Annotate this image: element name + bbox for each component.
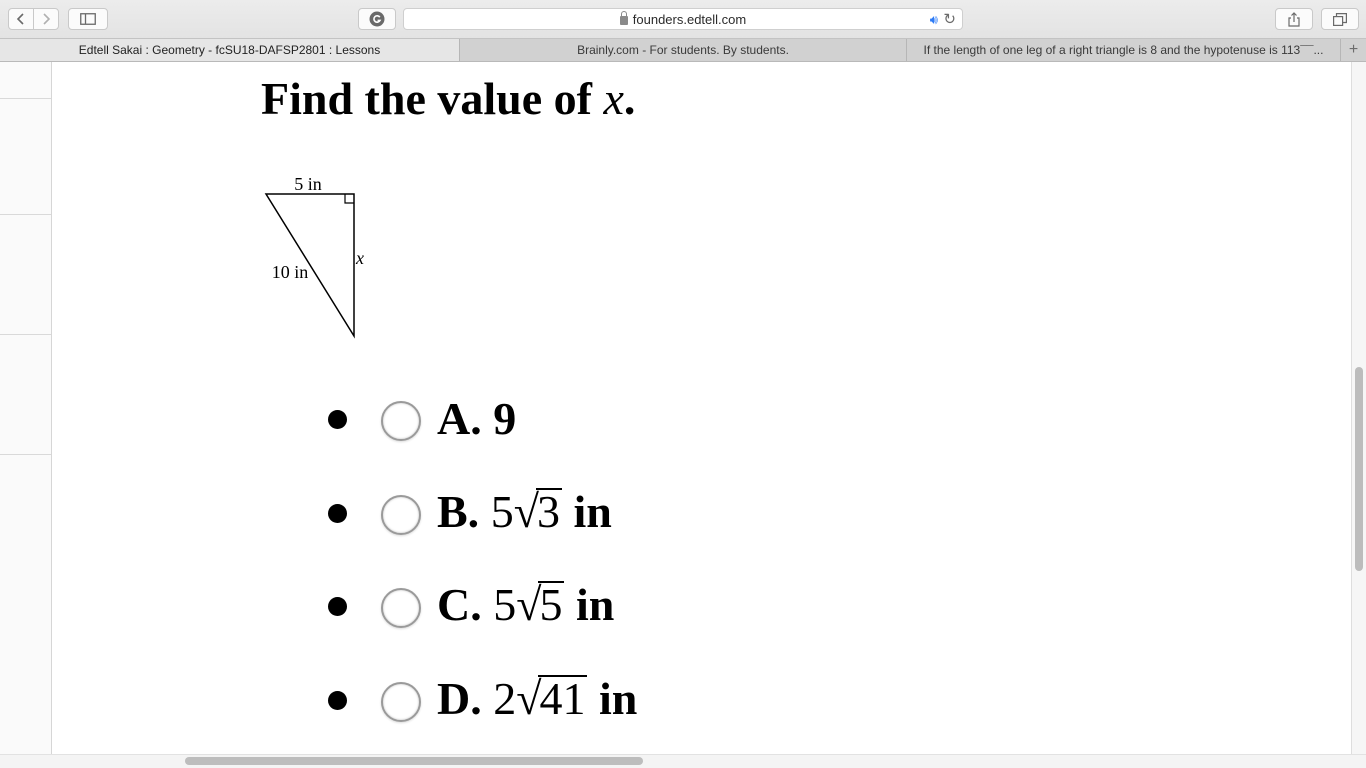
tabs-overview-icon [1333, 13, 1347, 26]
hypotenuse-label: 10 in [271, 262, 309, 282]
radio-option-b[interactable] [381, 495, 421, 535]
plus-icon: + [1348, 41, 1359, 58]
bullet [328, 504, 347, 523]
rail-divider [0, 454, 51, 455]
radicand: 3 [536, 486, 560, 537]
vertical-scrollbar-thumb[interactable] [1355, 367, 1363, 571]
radio-option-c[interactable] [381, 588, 421, 628]
option-value: 9 [493, 393, 517, 444]
new-tab-button[interactable] [1341, 39, 1366, 61]
square-root [516, 675, 587, 722]
browser-toolbar [0, 0, 1366, 38]
square-root [516, 581, 564, 628]
option-letter: D. [437, 673, 482, 724]
option-a-text [437, 393, 517, 444]
tab-brainly[interactable] [460, 39, 907, 61]
rail-divider [0, 334, 51, 335]
grammarly-icon [369, 11, 385, 27]
url-text: founders.edtell.com [632, 11, 747, 27]
option-letter: C. [437, 579, 482, 630]
option-unit: in [573, 486, 612, 537]
lock-icon [620, 16, 628, 25]
share-icon [1288, 12, 1300, 27]
tab-edtell-sakai[interactable] [0, 39, 460, 61]
right-triangle-figure [258, 170, 378, 345]
rail-divider [0, 214, 51, 215]
tab-label: Edtell Sakai : Geometry - fcSU18-DAFSP2801 : Lessons [78, 43, 381, 57]
option-d-text [437, 675, 637, 722]
option-letter: B. [437, 486, 480, 537]
address-bar[interactable] [403, 8, 963, 30]
tab-label: If the length of one leg of a right triangle is 8 and the hypotenuse is 113¯¯... [923, 43, 1324, 57]
sidebar-toggle-button[interactable] [68, 8, 108, 30]
radicand: 41 [539, 673, 586, 724]
tab-bar [0, 38, 1366, 62]
share-button[interactable] [1275, 8, 1313, 30]
horizontal-scrollbar-thumb[interactable] [185, 757, 643, 765]
option-coefficient: 5 [490, 486, 514, 537]
forward-button[interactable] [33, 8, 59, 30]
radical-sign: √ [513, 486, 539, 537]
option-unit: in [598, 673, 638, 724]
speaker-icon[interactable]: 🔊︎ [929, 12, 938, 27]
radio-option-a[interactable] [381, 401, 421, 441]
rail-divider [0, 98, 51, 99]
square-root [514, 488, 562, 535]
sidebar-icon [80, 13, 96, 25]
bullet [328, 691, 347, 710]
option-c-text [437, 581, 614, 628]
tab-overview-button[interactable] [1321, 8, 1359, 30]
question-title-text: Find the value of [261, 73, 604, 124]
radio-option-d[interactable] [381, 682, 421, 722]
left-navigation-rail [0, 62, 52, 754]
reload-icon[interactable]: ↻ [943, 11, 956, 28]
radical-sign: √ [516, 673, 542, 724]
question-title-period: . [623, 73, 636, 124]
option-letter: A. [437, 393, 482, 444]
radical-sign: √ [516, 579, 542, 630]
question-title [261, 72, 635, 125]
option-coefficient: 5 [493, 579, 517, 630]
option-coefficient: 2 [493, 673, 517, 724]
radicand: 5 [539, 579, 563, 630]
unknown-side-label: x [356, 248, 364, 268]
top-side-label: 5 in [294, 174, 322, 194]
bullet [328, 597, 347, 616]
chevron-right-icon [41, 13, 51, 25]
chevron-left-icon [16, 13, 26, 25]
tab-label: Brainly.com - For students. By students. [577, 43, 789, 57]
option-unit: in [575, 579, 615, 630]
option-b-text [437, 488, 612, 535]
right-angle-marker [345, 194, 354, 203]
back-button[interactable] [8, 8, 34, 30]
grammarly-extension-button[interactable] [358, 8, 396, 30]
tab-right-triangle-search[interactable] [907, 39, 1341, 61]
bullet [328, 410, 347, 429]
question-variable: x [603, 73, 624, 124]
